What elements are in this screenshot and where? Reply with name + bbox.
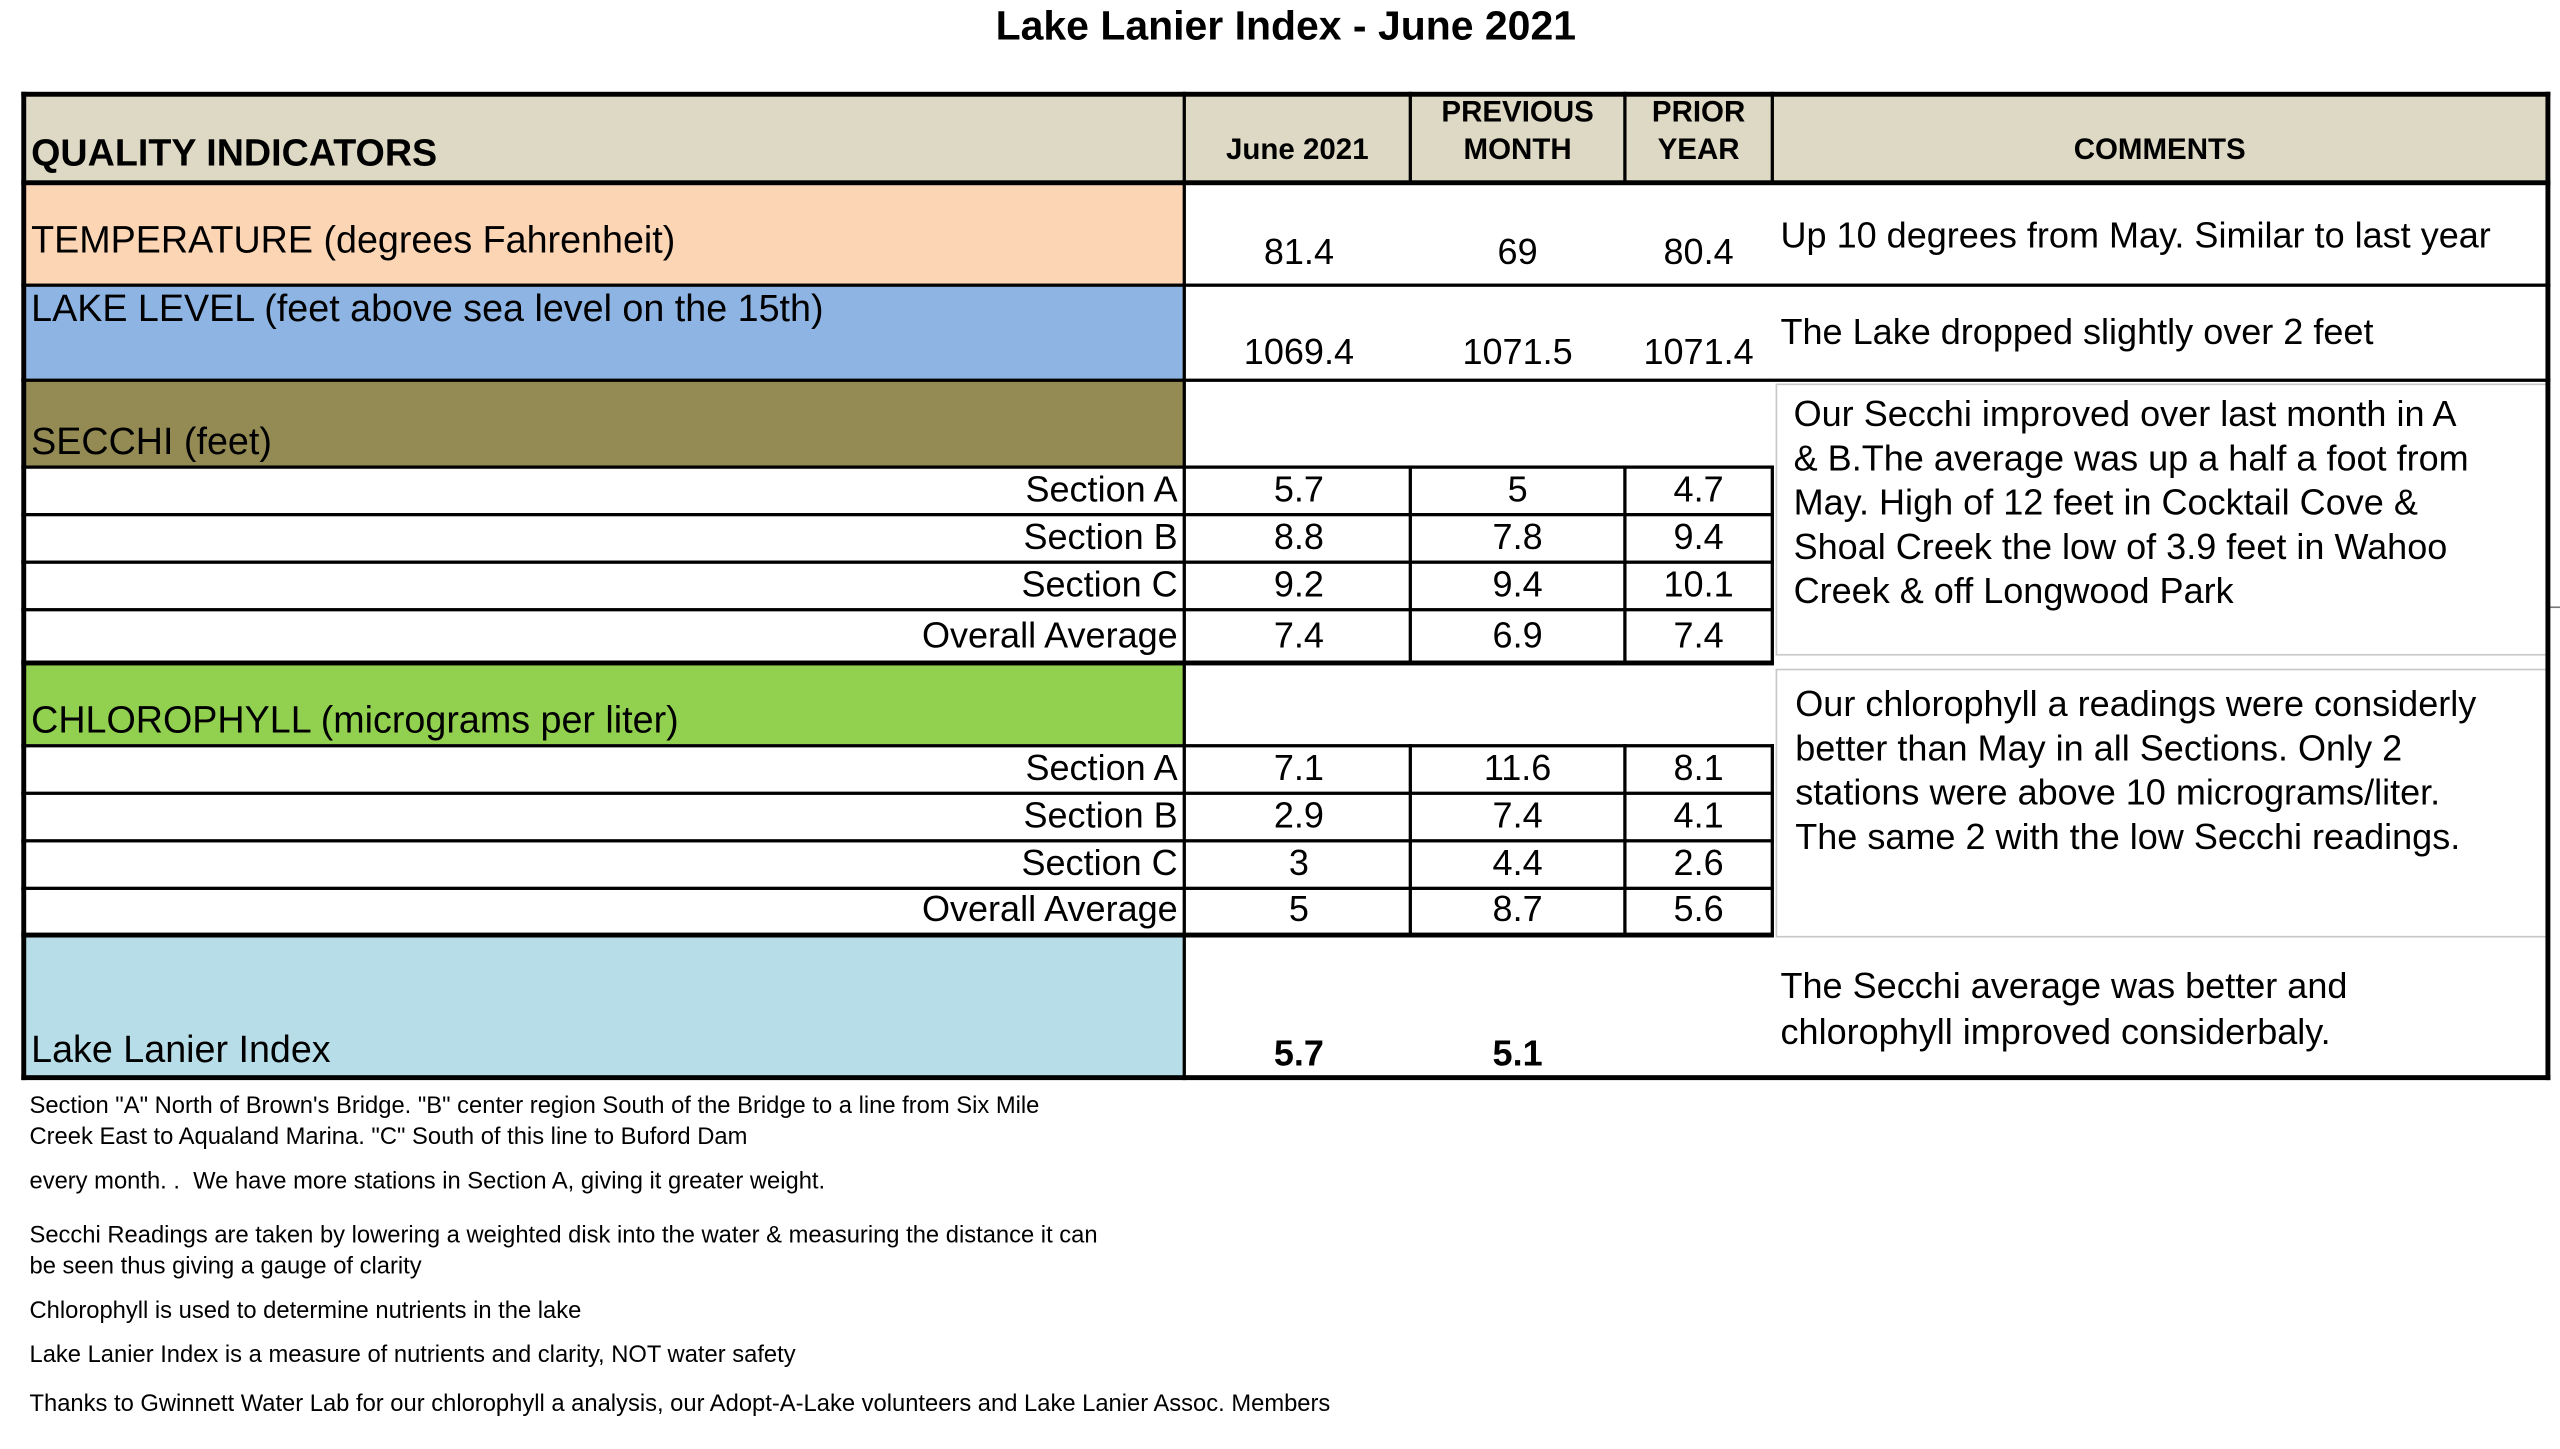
chlorophyll-comment-line: The same 2 with the low Secchi readings.: [1795, 816, 2461, 858]
chlorophyll-comment-line: better than May in all Sections. Only 2: [1795, 727, 2403, 769]
footnote: Thanks to Gwinnett Water Lab for our chlorophyll a analysis, our Adopt-A-Lake volunteers and Lake Lanier Assoc. Members: [29, 1391, 1331, 1418]
chlorophyll-comment-line: Our chlorophyll a readings were considerly: [1795, 683, 2477, 725]
secchi-comment-line: Shoal Creek the low of 3.9 feet in Wahoo: [1793, 526, 2448, 568]
index-current: 5.7: [1273, 1032, 1324, 1074]
lake-level-previous: 1071.5: [1462, 331, 1573, 373]
lake-level-prior: 1071.4: [1643, 331, 1754, 373]
chlorophyll-row-name: Section B: [1023, 794, 1178, 836]
index-comment-line: The Secchi average was better and: [1780, 965, 2348, 1007]
index-comment-line: chlorophyll improved considerbaly.: [1780, 1011, 2331, 1053]
border-left: [21, 92, 26, 1080]
chlorophyll-label: CHLOROPHYLL (micrograms per liter): [31, 698, 679, 741]
chlorophyll-overall-current: 5: [1288, 888, 1309, 930]
header-quality-indicators: QUALITY INDICATORS: [31, 131, 438, 174]
border-secchi-bottom: [21, 661, 1774, 666]
footnote: Chlorophyll is used to determine nutrients in the lake: [29, 1298, 582, 1325]
secchi-row-name: Section B: [1023, 516, 1178, 558]
footnote: every month. . We have more stations in Section A, giving it greater weight.: [29, 1168, 826, 1195]
chlorophyll-row-previous: 4.4: [1492, 842, 1543, 884]
chlorophyll-row-prior: 4.1: [1673, 794, 1724, 836]
secchi-comment-line: Creek & off Longwood Park: [1793, 570, 2234, 612]
secchi-overall-name: Overall Average: [921, 614, 1178, 656]
footnote: Creek East to Aqualand Marina. "C" South of this line to Buford Dam: [29, 1124, 748, 1151]
footnote: be seen thus giving a gauge of clarity: [29, 1253, 422, 1281]
secchi-overall-current: 7.4: [1273, 614, 1324, 656]
lake-level-comment: The Lake dropped slightly over 2 feet: [1780, 311, 2374, 353]
chlorophyll-comment: [1795, 682, 2476, 859]
index-label: Lake Lanier Index: [31, 1027, 331, 1071]
border-right: [2545, 92, 2550, 1080]
secchi-overall-previous: 6.9: [1492, 614, 1543, 656]
secchi-row-current: 9.2: [1273, 563, 1324, 605]
border-lake-level-bottom: [21, 379, 2550, 382]
temperature-current: 81.4: [1263, 231, 1334, 273]
lake-level-current: 1069.4: [1243, 331, 1355, 373]
header-previous-line1: PREVIOUS: [1441, 95, 1594, 128]
chlorophyll-overall-name: Overall Average: [921, 888, 1178, 930]
secchi-row-previous: 7.8: [1492, 516, 1543, 558]
chlorophyll-row-current: 2.9: [1273, 794, 1324, 836]
footnote: Lake Lanier Index is a measure of nutrients and clarity, NOT water safety: [29, 1342, 796, 1369]
chlorophyll-row-previous: 11.6: [1483, 747, 1552, 789]
chlorophyll-row-prior: 8.1: [1673, 747, 1724, 789]
report-title: Lake Lanier Index - June 2021: [995, 3, 1577, 50]
secchi-comment-line: Our Secchi improved over last month in A: [1793, 393, 2457, 435]
chlorophyll-overall-previous: 8.7: [1492, 888, 1543, 930]
chlorophyll-row-prior: 2.6: [1673, 842, 1724, 884]
secchi-row-current: 5.7: [1273, 468, 1324, 510]
secchi-row-prior: 9.4: [1673, 516, 1724, 558]
secchi-comment-line: & B.The average was up a half a foot from: [1793, 437, 2469, 479]
header-prior-line2: YEAR: [1657, 132, 1740, 166]
temperature-label: TEMPERATURE (degrees Fahrenheit): [31, 217, 676, 261]
secchi-row-prior: 10.1: [1663, 563, 1734, 605]
lake-level-label: LAKE LEVEL (feet above sea level on the 15th): [31, 286, 824, 330]
chlorophyll-row-name: Section C: [1021, 842, 1178, 884]
temperature-previous: 69: [1497, 231, 1538, 273]
border-top: [21, 92, 2550, 97]
header-current: June 2021: [1225, 132, 1369, 166]
header-previous-line2: MONTH: [1463, 132, 1572, 166]
temperature-comment: Up 10 degrees from May. Similar to last year: [1780, 214, 2491, 256]
footnote: Section "A" North of Brown's Bridge. "B" center region South of the Bridge to a line from Six Mile: [29, 1093, 1040, 1120]
index-previous: 5.1: [1492, 1032, 1543, 1074]
border-bottom: [21, 1075, 2550, 1080]
temperature-prior: 80.4: [1663, 231, 1734, 273]
chlorophyll-row-current: 3: [1288, 842, 1309, 884]
chlorophyll-comment-line: stations were above 10 micrograms/liter.: [1795, 771, 2441, 813]
secchi-row-current: 8.8: [1273, 516, 1324, 558]
secchi-row-name: Section A: [1025, 468, 1178, 510]
secchi-col-line-3: [1771, 465, 1774, 663]
chlorophyll-col-line-3: [1771, 744, 1774, 936]
secchi-row-name: Section C: [1021, 563, 1178, 605]
secchi-line-4: [21, 608, 1774, 611]
chlorophyll-row-previous: 7.4: [1492, 794, 1543, 836]
secchi-overall-prior: 7.4: [1673, 614, 1724, 656]
secchi-comment: [1794, 392, 2469, 613]
index-comment: [1781, 964, 2348, 1056]
chlorophyll-overall-prior: 5.6: [1673, 888, 1724, 930]
secchi-row-prior: 4.7: [1673, 468, 1724, 510]
header-comments: COMMENTS: [2073, 132, 2246, 166]
secchi-label: SECCHI (feet): [31, 419, 272, 463]
border-chlorophyll-bottom: [21, 933, 1774, 938]
footnote: Secchi Readings are taken by lowering a weighted disk into the water & measuring the distance it can: [29, 1222, 1098, 1249]
border-header-bottom: [21, 180, 2550, 185]
chlorophyll-row-name: Section A: [1025, 747, 1178, 789]
secchi-comment-line: May. High of 12 feet in Cocktail Cove &: [1793, 481, 2418, 523]
secchi-row-previous: 9.4: [1492, 563, 1543, 605]
chlorophyll-row-current: 7.1: [1273, 747, 1324, 789]
secchi-row-previous: 5: [1507, 468, 1528, 510]
header-prior-line1: PRIOR: [1651, 95, 1746, 128]
